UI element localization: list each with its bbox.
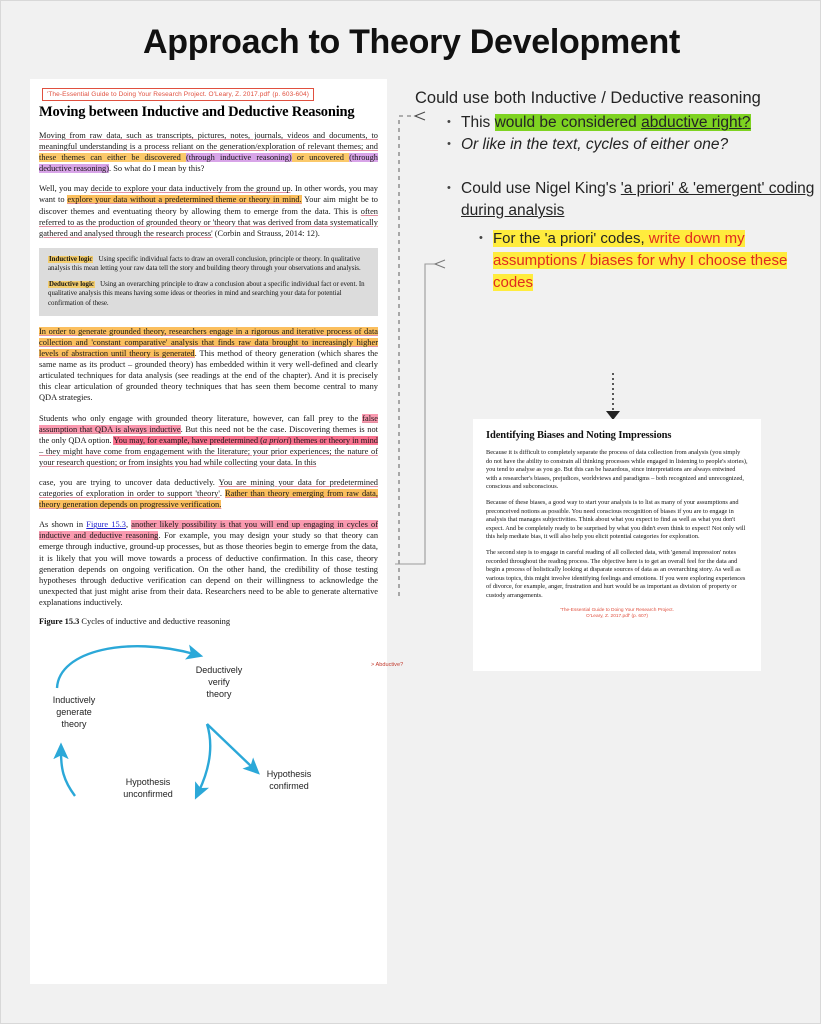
definition-term-inductive: Inductive logic <box>49 255 93 263</box>
para6-text-b: , <box>126 520 132 530</box>
document-paragraph-5 <box>39 477 378 510</box>
note-bullet-4 <box>477 228 815 294</box>
definition-deductive <box>48 280 369 308</box>
para3-text: . This method of theory generation (which shares the same name as its product – grounded theory) has embedded within it very well-defined and clearly articulated techniques for data analysis (see readings at the end of the chapter). And it is precisely this clear articulation of grounded theory techniques that has seen them become central to many QDA strategies. <box>39 349 378 403</box>
para5-text-b: . <box>219 489 226 499</box>
citation-badge-top: 'The-Essential Guide to Doing Your Research Project. O'Leary, Z. 2017.pdf' (p. 603-604) <box>42 88 314 101</box>
document-excerpt-right <box>473 419 761 671</box>
figure-caption <box>39 617 378 626</box>
para1-text-a: Moving from raw data, such as transcripts, pictures, notes, journals, videos and documents, to meaningful understanding is a process reliant on the generation/exploration of relevant themes; and <box>39 131 378 152</box>
note-bullet-1-highlight: would be considered <box>494 114 642 131</box>
para2-text-c: Your aim might be to discover themes and eventuating theory by allowing them to emerge from the data. This is <box>39 195 378 216</box>
note-bullet-1 <box>445 112 815 134</box>
document-paragraph-2 <box>39 183 378 238</box>
figure-label-unconfirmed: Hypothesis unconfirmed <box>123 777 173 800</box>
figure-label-deductively: Deductively verify theory <box>195 665 243 700</box>
para2-underline-1: decide to explore your data inductively from the ground up <box>90 184 291 194</box>
figure-number: Figure 15.3 <box>39 617 80 627</box>
excerpt-heading: Identifying Biases and Noting Impressions <box>486 430 672 441</box>
excerpt-citation-line-2: O'Leary, Z. 2017.pdf' (p. 607) <box>585 613 648 619</box>
page-title: Approach to Theory Development <box>143 23 680 61</box>
para5-text-a: case, you are trying to uncover data deductively. <box>39 477 219 487</box>
para6-text-c: . For example, you may design your study so that theory can emerge through inductive, ground-up processes, but as those theories begin to emerge from the data, it is likely that you will move towards a process of deductive confirmation. In this case, theory generation depends on ongoing verification. On the other hand, the credibility of those testing hypotheses through deductive verification can depend on their willingness to acknowledge the unexpected that just might arise from their data. Researchers need to be able to generate alternative explanations inductively. <box>39 531 379 607</box>
definition-inductive <box>48 255 369 273</box>
para1-highlight-1: these themes can either be discovered <box>39 153 186 163</box>
note-bullet-1-underline: abductive right? <box>641 114 751 131</box>
para6-highlight: another likely possibility is that you will end up engaging in cycles of inductive and deductive reasoning <box>39 520 379 541</box>
definitions-box <box>39 248 378 316</box>
note-bullet-3 <box>445 178 815 222</box>
para4-highlight-2b: a priori <box>262 435 289 445</box>
para4-text-a: Students who only engage with grounded theory literature, however, can fall prey to the <box>39 413 363 423</box>
definition-text-inductive: Using specific individual facts to draw an overall conclusion, principle or theory. In qualitative analysis this mean letting your raw data tell the story and building theory through your observations and analysis. <box>48 255 361 273</box>
figure-label-confirmed: Hypothesis confirmed <box>266 769 312 792</box>
document-page-left <box>30 79 387 984</box>
para4-text-b: . But this need not be the case. Discovering themes is not the only QDA option. <box>39 424 378 445</box>
connector-dotted-down-arrow <box>601 373 625 421</box>
para4-highlight-1: false assumption that QDA is always inductive <box>39 413 378 434</box>
para1-highlight-3: or uncovered <box>291 153 350 163</box>
excerpt-paragraph-2: Because of these biases, a good way to start your analysis is to list as many of your assumptions and preconceived notions as possible. You need conscious recognition of biases if you are to engage in analysis that manages subjectivities. Think about what you expect to find as well as what you don't expect. And be completely ready to be surprised by what you didn't even think to expect! Not only will this help mediate bias, it will also help you elicit potential categories for exploration. <box>486 498 746 541</box>
para4-highlight-2c: ) themes or theory in mind <box>288 435 378 445</box>
annotation-abductive: > Abductive? <box>371 662 404 668</box>
document-heading: Moving between Inductive and Deductive Reasoning <box>39 104 355 120</box>
note-bullet-1-plain: This <box>461 114 495 131</box>
figure-caption-text: Cycles of inductive and deductive reasoning <box>81 617 231 627</box>
figure-cycle-diagram <box>39 628 379 808</box>
para3-highlight: In order to generate grounded theory, researchers engage in a rigorous and iterative process of data collection and 'constant comparative' analysis that finds raw data brought to increasingly higher levels of abstraction until theory is generated <box>39 326 378 359</box>
definition-text-deductive: Using an overarching principle to draw a conclusion about a specific individual fact or event. In qualitative analysis this means having some ideas or theories in mind and searching your data for potential confirmation of these. <box>48 281 365 307</box>
excerpt-citation <box>486 608 748 621</box>
para6-text-a: As shown in <box>39 520 87 530</box>
excerpt-citation-line-1: 'The-Essential Guide to Doing Your Research Project. <box>560 607 674 613</box>
excerpt-paragraph-1: Because it is difficult to completely separate the process of data collection from analysis (you simply do not have the ability to constrain all thinking processes while engaged in listening to people's stories), you tend to analyse as you go. But this can be hazardous, since interpretations are always entwined with a researcher's biases, prejudices, worldviews and paradigms – both recognized and unrecognized, conscious and subconscious. <box>486 449 748 491</box>
note-line-1: Could use both Inductive / Deductive reasoning <box>415 89 761 107</box>
para5-highlight: Rather than theory emerging from raw data, theory generation depends on progressive verification. <box>39 489 378 510</box>
para4-highlight-2a: You may, for example, have predetermined ( <box>113 435 263 445</box>
figure-link[interactable]: Figure 15.3 <box>86 520 126 530</box>
definition-term-deductive: Deductive logic <box>49 281 94 289</box>
note-bullet-3-plain: Could use Nigel King's <box>461 180 621 197</box>
para1-highlight-2: (through inductive reasoning) <box>185 153 292 163</box>
document-paragraph-3 <box>39 326 378 404</box>
notes-panel <box>415 87 815 294</box>
para1-text-b: . So what do I mean by this? <box>109 164 205 174</box>
note-bullet-2: • Or like in the text, cycles of either one? <box>445 134 815 156</box>
para1-highlight-4: (through deductive reasoning) <box>39 153 378 174</box>
para2-text-d: (Corbin and Strauss, 2014: 12). <box>212 228 320 238</box>
para2-text-a: Well, you may <box>39 184 91 194</box>
para5-underline: You are mining your data for predetermined categories of exploration in order to support 'theory' <box>39 477 378 499</box>
document-paragraph-4 <box>39 413 378 468</box>
note-bullet-4-plain: For the 'a priori' codes, <box>493 230 649 247</box>
document-paragraph-1 <box>39 130 378 174</box>
para2-highlight: explore your data without a predetermined theme or theory in mind. <box>67 195 302 205</box>
figure-label-inductively: Inductively generate theory <box>52 695 96 730</box>
para4-text-c: – they might have come from engagement with the literature; your prior experiences; the nature of your research question; or from insights you had while collecting your data. In this <box>39 446 378 467</box>
note-bullet-3-underline: 'a priori' & 'emergent' coding during analysis <box>461 180 815 219</box>
para2-underline-2: often referred to as the production of grounded theory or 'theory that was derived from data systematically gathered and analysed through the research process' <box>39 206 378 238</box>
excerpt-paragraph-3: The second step is to engage in careful reading of all collected data, with 'general impression' notes recorded throughout the reading process. The objective here is to get an overall feel for the data and begin a process of holistically looking at disparate sources of data as an overarching story. As well as various topics, this might involve identifying feelings and emotions. If you were exploring experiences of divorce, for example, anger, frustration and hurt would be as important as division of property or custody arrangements. <box>486 548 746 599</box>
para2-text-b: . In other words, you may want to <box>39 184 378 205</box>
note-bullet-4-red: write down my assumptions / biases for why I choose these codes <box>493 230 788 291</box>
document-paragraph-6 <box>39 519 378 608</box>
